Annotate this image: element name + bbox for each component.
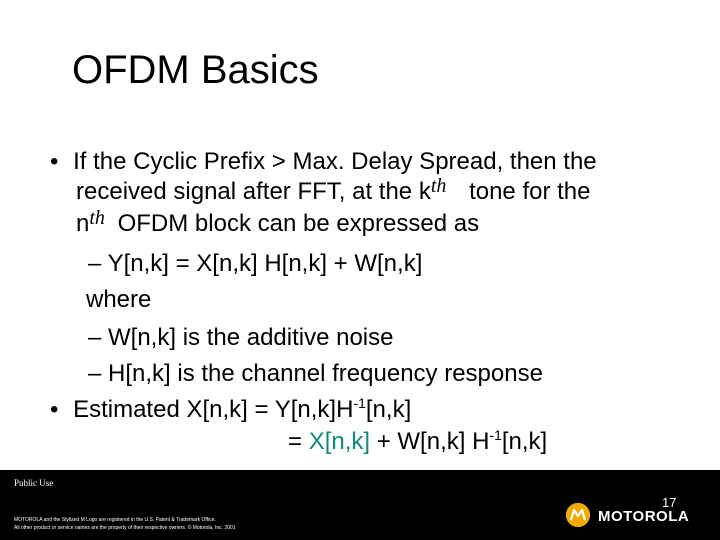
noise-line: – W[n,k] is the additive noise xyxy=(88,324,394,351)
estimate-end: [n,k] xyxy=(501,428,548,455)
bullet-2-text: Estimated X[n,k] = Y[n,k]H xyxy=(73,396,354,423)
bullet-1-line-3-text: OFDM block can be expressed as xyxy=(117,210,480,237)
slide-title: OFDM Basics xyxy=(72,48,319,92)
equals-sign: = xyxy=(288,428,309,455)
bullet-1-line-2 xyxy=(76,175,591,207)
estimate-equation xyxy=(288,428,547,458)
bullet-1-line-2-end: tone for the xyxy=(469,178,591,205)
where-text: where xyxy=(86,286,152,313)
superscript-inverse: -1 xyxy=(353,395,366,411)
superscript-inverse: -1 xyxy=(489,427,502,443)
bullet-2-end: [n,k] xyxy=(365,396,412,423)
equation-line: – Y[n,k] = X[n,k] H[n,k] + W[n,k] xyxy=(88,250,423,277)
bullet-dot: • xyxy=(50,396,59,423)
estimate-mid: + W[n,k] H xyxy=(370,428,490,455)
bullet-1-line-3-n: n xyxy=(76,210,90,237)
page-number: 17 xyxy=(662,495,677,510)
bullet-1-line-3 xyxy=(76,207,480,239)
bullet-1-text: If the Cyclic Prefix > Max. Delay Spread, then the xyxy=(73,148,597,175)
brand-name: MOTOROLA xyxy=(598,508,690,525)
superscript-th: th xyxy=(430,175,447,197)
footer-bar xyxy=(0,470,720,540)
motorola-logo-icon xyxy=(566,503,590,527)
bullet-1-line-2-text: received signal after FFT, at the k xyxy=(76,178,431,205)
highlighted-term: X[n,k] xyxy=(308,428,371,455)
public-use-label: Public Use xyxy=(14,478,54,488)
bullet-2 xyxy=(50,396,411,426)
bullet-dot: • xyxy=(50,148,59,175)
motorola-m-icon xyxy=(566,503,590,527)
superscript-th: th xyxy=(89,207,105,229)
legal-line-2: All other product or service names are the property of their respective owners. © Motorola, Inc. 2001 xyxy=(14,525,236,531)
legal-line-1: MOTOROLA and the Stylized M Logo are registered in the U.S. Patent & Trademark Office. xyxy=(14,517,216,523)
channel-line: – H[n,k] is the channel frequency response xyxy=(88,360,543,387)
bullet-1 xyxy=(50,148,597,176)
